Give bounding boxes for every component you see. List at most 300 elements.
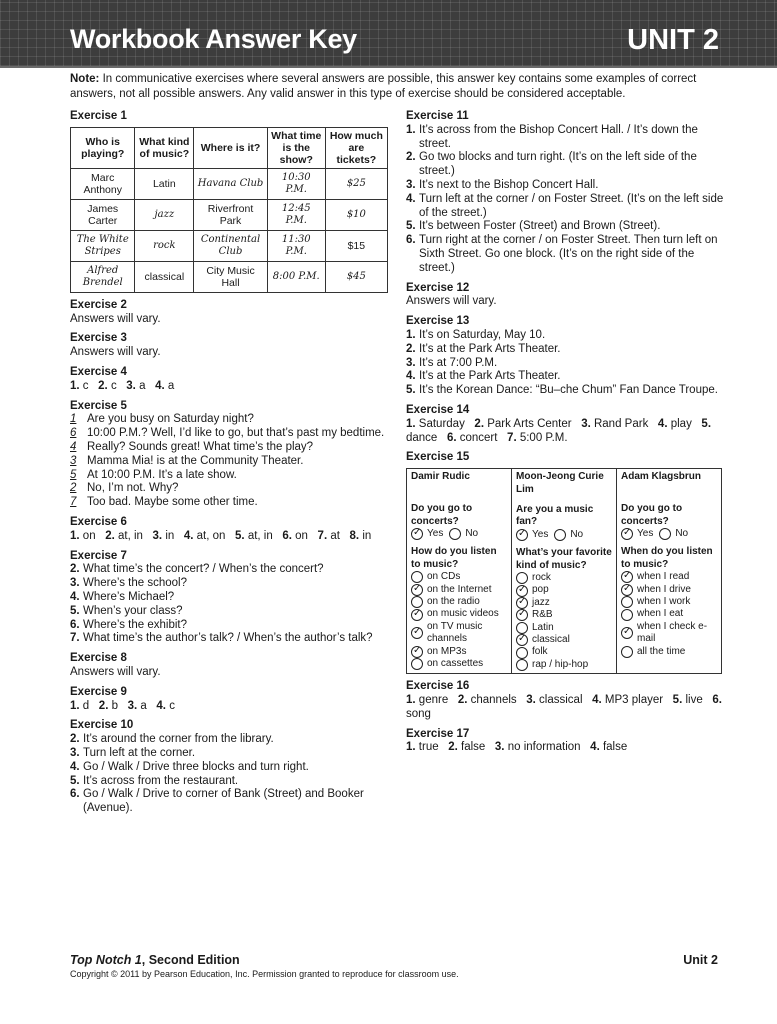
yes-no-answer [621, 528, 717, 540]
item-number: 6. [712, 694, 722, 707]
table-header-cell: What kind of music? [135, 127, 194, 168]
page-header [0, 0, 777, 68]
survey-option [516, 597, 612, 609]
table-cell: Riverfront Park [194, 199, 268, 230]
item-number: 7. [507, 431, 520, 444]
item-text: c [169, 699, 175, 712]
item-number: 7. [70, 632, 80, 645]
answer-text: Answers will vary. [70, 312, 161, 325]
answer-item [406, 418, 465, 430]
survey-option [516, 572, 612, 584]
item-number: 8. [349, 529, 363, 542]
item-text: Where’s Michael? [83, 590, 175, 603]
item-number: 6. [446, 431, 460, 444]
option-label: No [465, 527, 479, 539]
table-cell: Continental Club [194, 230, 268, 261]
table-cell: jazz [135, 199, 194, 230]
survey-option [411, 646, 507, 658]
item-number: 1. [406, 123, 416, 136]
survey-question: What’s your favorite kind of music? [516, 547, 612, 571]
item-text: Go / Walk / Drive three blocks and turn right. [83, 760, 309, 773]
list-item [70, 563, 395, 577]
item-number: 1. [70, 529, 83, 542]
list-item [70, 605, 395, 619]
item-text: channels [470, 694, 517, 707]
item-text: Really? Sounds great! What time’s the play? [87, 440, 314, 453]
answer-list [70, 413, 395, 510]
checkbox-icon [411, 584, 423, 596]
item-text: in [165, 529, 175, 542]
answer-item [447, 432, 498, 444]
item-text: d [82, 699, 90, 712]
table-header-row [71, 127, 388, 168]
item-text: Mamma Mia! is at the Community Theater. [87, 454, 304, 467]
option-label: on the radio [427, 595, 480, 607]
person-name: Moon-Jeong Curie Lim [516, 471, 604, 495]
checkbox-icon [411, 609, 423, 621]
answer-item [98, 380, 117, 392]
item-text: Saturday [418, 417, 465, 430]
item-text: 10:00 P.M.? Well, I’d like to go, but that’s past my bedtime. [87, 427, 385, 440]
exercise-10 [70, 719, 395, 816]
survey-question: Are you a music fan? [516, 503, 594, 528]
option-label: on cassettes [427, 658, 484, 669]
exercise-heading: Exercise 11 [406, 110, 469, 122]
item-number: 4. [657, 417, 671, 430]
item-number: 1. [70, 699, 83, 712]
note-text: In communicative exercises where several answers are possible, this answer key contains some examples of correct answers, not all possible answers. Any valid answer in this type of exercise should be considered acceptable. [70, 73, 697, 100]
exercise-6 [70, 516, 395, 544]
list-item [70, 733, 395, 747]
item-number: 4. [406, 192, 416, 205]
item-text: live [685, 694, 703, 707]
list-item [70, 747, 395, 761]
answer-item [526, 694, 582, 706]
list-item [406, 384, 726, 398]
list-item [70, 413, 395, 427]
item-text: play [670, 417, 692, 430]
exercise-heading: Exercise 5 [70, 399, 127, 412]
exercise-heading: Exercise 10 [70, 719, 134, 732]
survey-option [659, 528, 688, 540]
table-header-cell: Where is it? [194, 127, 268, 168]
exercise-9 [70, 686, 395, 714]
exercise-16 [406, 680, 726, 721]
list-item [70, 788, 395, 816]
list-item [406, 370, 726, 384]
inline-answers [70, 530, 395, 544]
table-cell: 11:30 P.M. [267, 230, 325, 261]
answer-item [153, 530, 175, 542]
survey-option [621, 571, 717, 583]
item-text: It’s across from the restaurant. [83, 774, 239, 787]
survey-option [411, 608, 507, 620]
item-number: 5. [70, 774, 80, 787]
option-label: classical [532, 634, 570, 645]
checkbox-icon [516, 609, 528, 621]
option-label: on music videos [427, 608, 499, 620]
item-text: It’s the Korean Dance: “Bu–che Chum” Fan Dance Troupe. [419, 384, 718, 397]
survey-option [621, 621, 717, 646]
item-text: true [418, 741, 439, 754]
item-number: 3. [526, 694, 540, 707]
option-label: all the time [637, 645, 686, 657]
option-label: Yes [532, 528, 549, 540]
item-number: 5. [406, 384, 416, 397]
list-item [406, 124, 726, 152]
exercise-2 [70, 299, 395, 327]
table-cell: $25 [325, 168, 387, 199]
list-item [70, 591, 395, 605]
table-cell: 10:30 P.M. [267, 168, 325, 199]
item-number: 5. [235, 529, 248, 542]
exercise-17 [406, 728, 726, 756]
option-label: on CDs [427, 571, 461, 583]
unit-label: UNIT 2 [627, 24, 719, 56]
item-text: a [140, 699, 147, 712]
answer-item [126, 380, 145, 392]
item-text: at, on [196, 529, 226, 542]
item-text: no information [507, 741, 581, 754]
item-text: MP3 player [604, 694, 664, 707]
table-row [71, 168, 388, 199]
item-text: Where’s the school? [83, 577, 187, 590]
answer-item [70, 530, 96, 542]
survey-column [617, 469, 722, 674]
item-number: 5 [70, 468, 77, 481]
answer-item [474, 418, 571, 430]
table-row [71, 261, 388, 292]
list-item [70, 469, 395, 483]
exercise-heading: Exercise 15 [406, 451, 470, 464]
answer-item [155, 380, 174, 392]
answer-item [128, 700, 147, 712]
checkbox-icon [621, 528, 633, 540]
item-number: 2. [406, 342, 416, 355]
checkbox-icon [411, 646, 423, 658]
exercise-heading: Exercise 14 [406, 403, 470, 416]
item-number: 4. [183, 529, 197, 542]
item-text: at [330, 529, 340, 542]
survey-option [516, 659, 612, 671]
item-text: on [295, 529, 308, 542]
answer-item [581, 418, 648, 430]
exercise-heading: Exercise 6 [70, 515, 127, 528]
inline-answers [406, 694, 726, 722]
item-text: It’s at 7:00 P.M. [419, 356, 498, 369]
person-name: Adam Klagsbrun [621, 471, 702, 483]
item-text: Go two blocks and turn right. (It’s on the left side of the street.) [419, 151, 697, 178]
item-number: 3. [127, 699, 141, 712]
item-text: 5:00 P.M. [519, 431, 568, 444]
item-number: 4. [70, 760, 80, 773]
survey-question: When do you listen to music? [621, 546, 713, 570]
answer-list [406, 124, 726, 276]
item-text: Turn left at the corner. [83, 746, 196, 759]
option-label: No [675, 527, 689, 539]
option-label: rap / hip-hop [532, 658, 589, 670]
exercise-15 [406, 451, 726, 674]
exercise-1 [70, 110, 395, 293]
survey-option [621, 596, 717, 608]
survey-option [516, 609, 612, 621]
option-label: when I eat [637, 608, 684, 620]
answer-text: Answers will vary. [406, 295, 497, 308]
item-text: at, in [117, 529, 143, 542]
item-text: false [602, 741, 628, 754]
page-footer [70, 953, 718, 979]
answer-text: Answers will vary. [70, 346, 161, 359]
item-text: c [82, 379, 89, 392]
exercise-heading: Exercise 9 [70, 685, 127, 698]
item-number: 1. [406, 417, 419, 430]
table-header-cell: What time is the show? [267, 127, 325, 168]
answer-item [495, 741, 581, 753]
exercise-1-table [70, 127, 388, 293]
answer-list [406, 329, 726, 398]
option-label: Yes [637, 527, 654, 539]
answer-item [406, 694, 448, 706]
note-label: Note: [70, 73, 100, 85]
table-row [407, 469, 722, 674]
answer-item [658, 418, 692, 430]
table-cell: 8:00 P.M. [267, 261, 325, 292]
item-number: 2. [70, 563, 80, 576]
checkbox-icon [516, 585, 528, 597]
exercise-heading: Exercise 7 [70, 549, 127, 562]
person-name: Damir Rudic [411, 471, 470, 483]
answer-item [592, 694, 663, 706]
option-label: jazz [532, 596, 550, 608]
answer-item [282, 530, 308, 542]
item-number: 7. [317, 529, 331, 542]
answer-list [70, 563, 395, 646]
item-number: 2. [105, 529, 118, 542]
inline-answers [406, 418, 726, 446]
table-cell: rock [135, 230, 194, 261]
item-text: on [82, 529, 96, 542]
item-text: c [110, 379, 117, 392]
option-label: on the Internet [427, 583, 492, 595]
item-text: false [461, 741, 486, 754]
list-item [406, 193, 726, 221]
list-item [70, 775, 395, 789]
item-number: 5. [406, 220, 416, 233]
item-text: Go / Walk / Drive to corner of Bank (Street) and Booker (Avenue). [83, 788, 364, 815]
checkbox-icon [411, 627, 423, 639]
checkbox-icon [621, 584, 633, 596]
option-label: folk [532, 646, 548, 658]
survey-column [407, 469, 512, 674]
item-number: 1. [406, 741, 419, 754]
survey-option [516, 646, 612, 658]
copyright: Copyright © 2011 by Pearson Education, Inc. Permission granted to reproduce for classroom use. [70, 969, 459, 979]
table-cell: 12:45 P.M. [267, 199, 325, 230]
yes-no-answer [411, 528, 507, 540]
item-text: a [139, 379, 146, 392]
checkbox-icon [659, 528, 671, 540]
list-item [406, 343, 726, 357]
item-text: When’s your class? [83, 604, 183, 617]
list-item [406, 220, 726, 234]
answer-list [70, 733, 395, 816]
footer-unit: Unit 2 [683, 953, 718, 967]
option-label: No [570, 528, 584, 540]
list-item [406, 179, 726, 193]
item-text: What time’s the concert? / When’s the concert? [83, 563, 324, 576]
item-number: 1. [406, 694, 419, 707]
survey-option [411, 596, 507, 608]
item-text: It’s at the Park Arts Theater. [419, 342, 561, 355]
option-label: when I check e-mail [637, 620, 708, 645]
item-number: 4 [70, 440, 77, 453]
yes-no-answer [516, 529, 612, 541]
checkbox-icon [516, 597, 528, 609]
item-number: 6. [70, 618, 80, 631]
left-column [70, 110, 395, 822]
checkbox-icon [411, 658, 423, 670]
item-text: a [167, 379, 175, 392]
table-cell: Latin [135, 168, 194, 199]
checkbox-icon [449, 528, 461, 540]
item-number: 4. [156, 699, 170, 712]
item-number: 4. [406, 370, 416, 383]
exercise-11 [406, 110, 726, 276]
list-item [406, 357, 726, 371]
list-item [70, 441, 395, 455]
item-number: 3. [152, 529, 166, 542]
option-label: on TV music channels [427, 620, 483, 645]
item-number: 1 [70, 413, 77, 426]
answer-item [448, 741, 485, 753]
item-text: Park Arts Center [487, 417, 572, 430]
checkbox-icon [621, 571, 633, 583]
answer-item [350, 530, 372, 542]
inline-answers [70, 380, 395, 394]
option-label: when I drive [637, 583, 691, 595]
survey-option [411, 584, 507, 596]
table-cell: $10 [325, 199, 387, 230]
survey-option [411, 658, 507, 670]
exercise-heading: Exercise 17 [406, 727, 470, 740]
survey-option [516, 622, 612, 634]
exercise-15-survey-table [406, 468, 722, 674]
item-text: Where’s the exhibit? [83, 618, 187, 631]
option-label: when I read [637, 571, 690, 583]
item-number: 3. [126, 379, 140, 392]
item-number: 2 [70, 482, 77, 495]
exercise-13 [406, 315, 726, 398]
book-edition: , Second Edition [141, 953, 240, 967]
item-number: 6 [70, 427, 77, 440]
answer-item [590, 741, 627, 753]
table-cell: City Music Hall [194, 261, 268, 292]
checkbox-icon [554, 529, 566, 541]
answer-item [105, 530, 143, 542]
survey-option [554, 529, 583, 541]
list-item [70, 427, 395, 441]
option-label: Yes [427, 527, 444, 539]
item-number: 3. [70, 746, 80, 759]
list-item [406, 329, 726, 343]
answer-item [673, 694, 703, 706]
item-text: Turn left at the corner / on Foster Street. (It’s on the left side of the street.) [419, 192, 724, 219]
exercise-heading: Exercise 1 [70, 110, 127, 122]
list-item [70, 455, 395, 469]
inline-answers [406, 741, 726, 755]
table-cell: Havana Club [194, 168, 268, 199]
table-cell: James Carter [71, 199, 135, 230]
table-cell: The White Stripes [71, 230, 135, 261]
item-number: 3 [70, 454, 77, 467]
item-text: at, in [247, 529, 273, 542]
list-item [406, 151, 726, 179]
item-text: b [111, 699, 118, 712]
answer-item [318, 530, 340, 542]
item-text: It’s across from the Bishop Concert Hall. / It’s down the street. [419, 123, 698, 150]
answer-item [235, 530, 273, 542]
option-label: Latin [532, 621, 554, 633]
survey-option [516, 529, 548, 541]
item-text: genre [418, 694, 449, 707]
checkbox-icon [411, 571, 423, 583]
exercise-14 [406, 404, 726, 445]
table-cell: Marc Anthony [71, 168, 135, 199]
item-number: 4. [70, 590, 80, 603]
item-number: 2. [98, 699, 112, 712]
item-text: classical [539, 694, 583, 707]
exercise-12 [406, 282, 726, 310]
item-number: 2. [98, 379, 111, 392]
item-text: At 10:00 P.M. It’s a late show. [87, 468, 237, 481]
table-row [71, 199, 388, 230]
option-label: R&B [532, 609, 553, 621]
page-title: Workbook Answer Key [70, 24, 357, 54]
survey-option [411, 571, 507, 583]
exercise-heading: Exercise 8 [70, 652, 127, 665]
checkbox-icon [621, 609, 633, 621]
right-column [406, 110, 726, 761]
checkbox-icon [516, 529, 528, 541]
survey-option [411, 528, 443, 540]
item-text: It’s next to the Bishop Concert Hall. [419, 178, 599, 191]
item-text: dance [406, 431, 438, 444]
checkbox-icon [516, 634, 528, 646]
exercise-3 [70, 332, 395, 360]
answer-item [507, 432, 568, 444]
item-number: 2. [70, 733, 80, 746]
table-header-cell: How much are tickets? [325, 127, 387, 168]
survey-option [516, 584, 612, 596]
item-text: It’s between Foster (Street) and Brown (Street). [419, 220, 661, 233]
item-number: 4. [590, 741, 603, 754]
survey-option [516, 634, 612, 646]
item-number: 2. [457, 694, 471, 707]
item-number: 3. [406, 178, 416, 191]
answer-item [184, 530, 226, 542]
table-cell: Alfred Brendel [71, 261, 135, 292]
item-number: 6. [70, 788, 80, 801]
survey-option [621, 646, 717, 658]
list-item [70, 619, 395, 633]
option-label: rock [532, 571, 551, 583]
item-text: Are you busy on Saturday night? [87, 413, 254, 426]
checkbox-icon [516, 572, 528, 584]
list-item [70, 761, 395, 775]
checkbox-icon [411, 528, 423, 540]
book-name: Top Notch 1 [70, 953, 142, 967]
table-cell: classical [135, 261, 194, 292]
